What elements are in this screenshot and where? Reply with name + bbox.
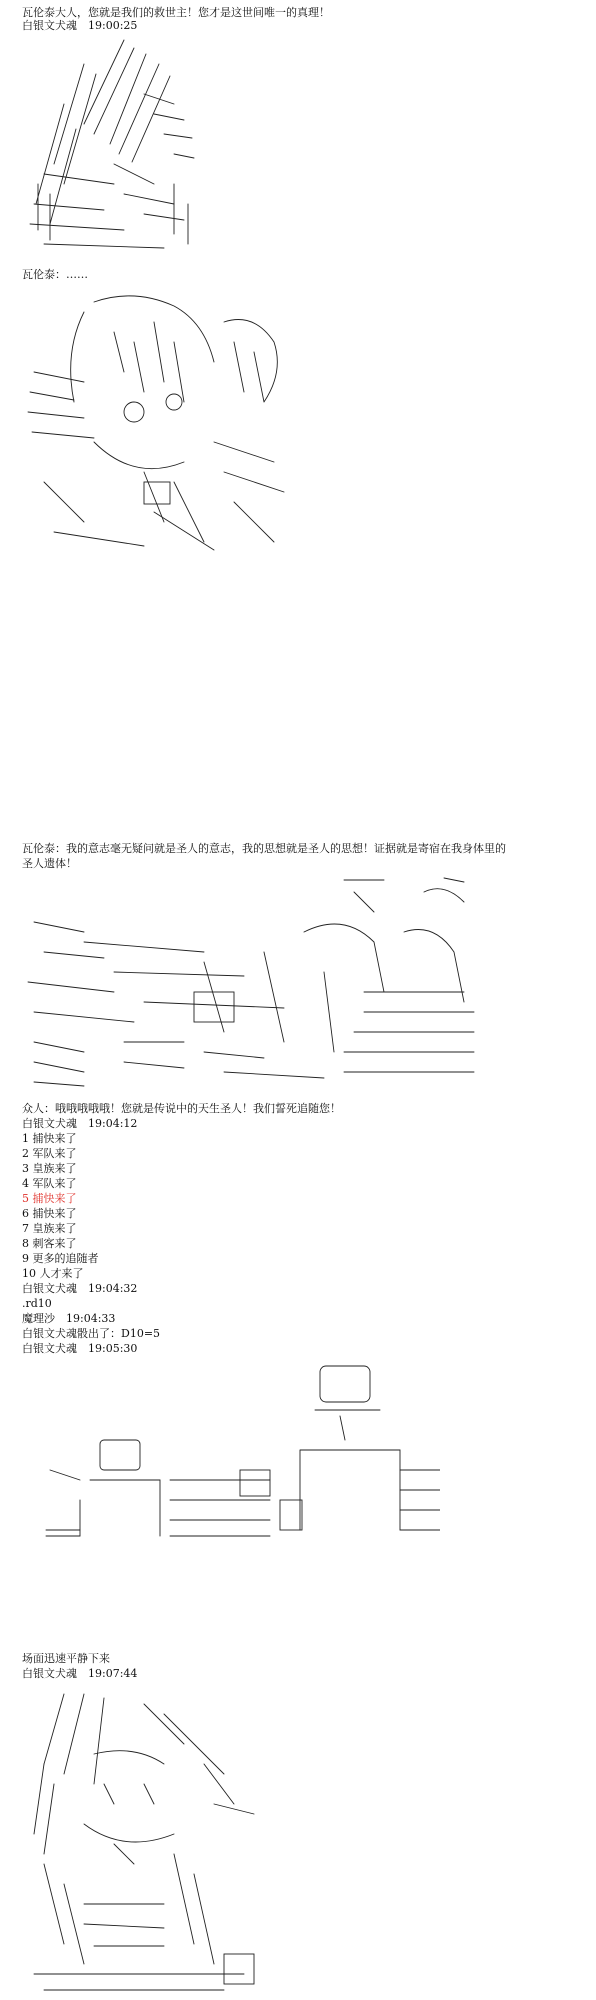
list-item-highlighted: 5 捕快来了	[22, 1192, 77, 1205]
timestamp-line: 白银文犬魂 19:00:25	[22, 19, 138, 32]
timestamp-line: 白银文犬魂 19:05:30	[22, 1342, 138, 1355]
timestamp-line: 白银文犬魂 19:04:12	[22, 1117, 138, 1130]
text-line: 场面迅速平静下来	[22, 1652, 110, 1665]
dice-command: .rd10	[22, 1297, 52, 1310]
text-line: 众人：哦哦哦哦哦！您就是传说中的天生圣人！我们誓死追随您！	[22, 1102, 341, 1115]
list-item: 9 更多的追随者	[22, 1252, 99, 1265]
list-item: 10 人才来了	[22, 1267, 84, 1280]
ascii-art-figure-3	[24, 1684, 264, 2000]
list-item: 6 捕快来了	[22, 1207, 77, 1220]
text-line: 瓦伦泰：……	[22, 268, 88, 281]
ascii-art-crowd	[24, 872, 484, 1098]
dice-result: 白银文犬魂骰出了：D10=5	[22, 1327, 161, 1340]
timestamp-line: 魔理沙 19:04:33	[22, 1312, 116, 1325]
list-item: 4 军队来了	[22, 1177, 77, 1190]
ascii-art-group	[40, 1360, 440, 1542]
timestamp-line: 白银文犬魂 19:07:44	[22, 1667, 138, 1680]
text-line: 瓦伦泰：我的意志毫无疑问就是圣人的意志，我的思想就是圣人的思想！证据就是寄宿在我身体里的	[22, 842, 506, 855]
text-line: 圣人遗体！	[22, 857, 77, 870]
list-item: 8 刺客来了	[22, 1237, 77, 1250]
ascii-art-figure-1	[24, 34, 204, 264]
list-item: 7 皇族来了	[22, 1222, 77, 1235]
ascii-art-figure-2	[24, 282, 294, 558]
text-line: 瓦伦泰大人，您就是我们的救世主！您才是这世间唯一的真理！	[22, 6, 330, 19]
list-item: 3 皇族来了	[22, 1162, 77, 1175]
list-item: 1 捕快来了	[22, 1132, 77, 1145]
timestamp-line: 白银文犬魂 19:04:32	[22, 1282, 138, 1295]
list-item: 2 军队来了	[22, 1147, 77, 1160]
